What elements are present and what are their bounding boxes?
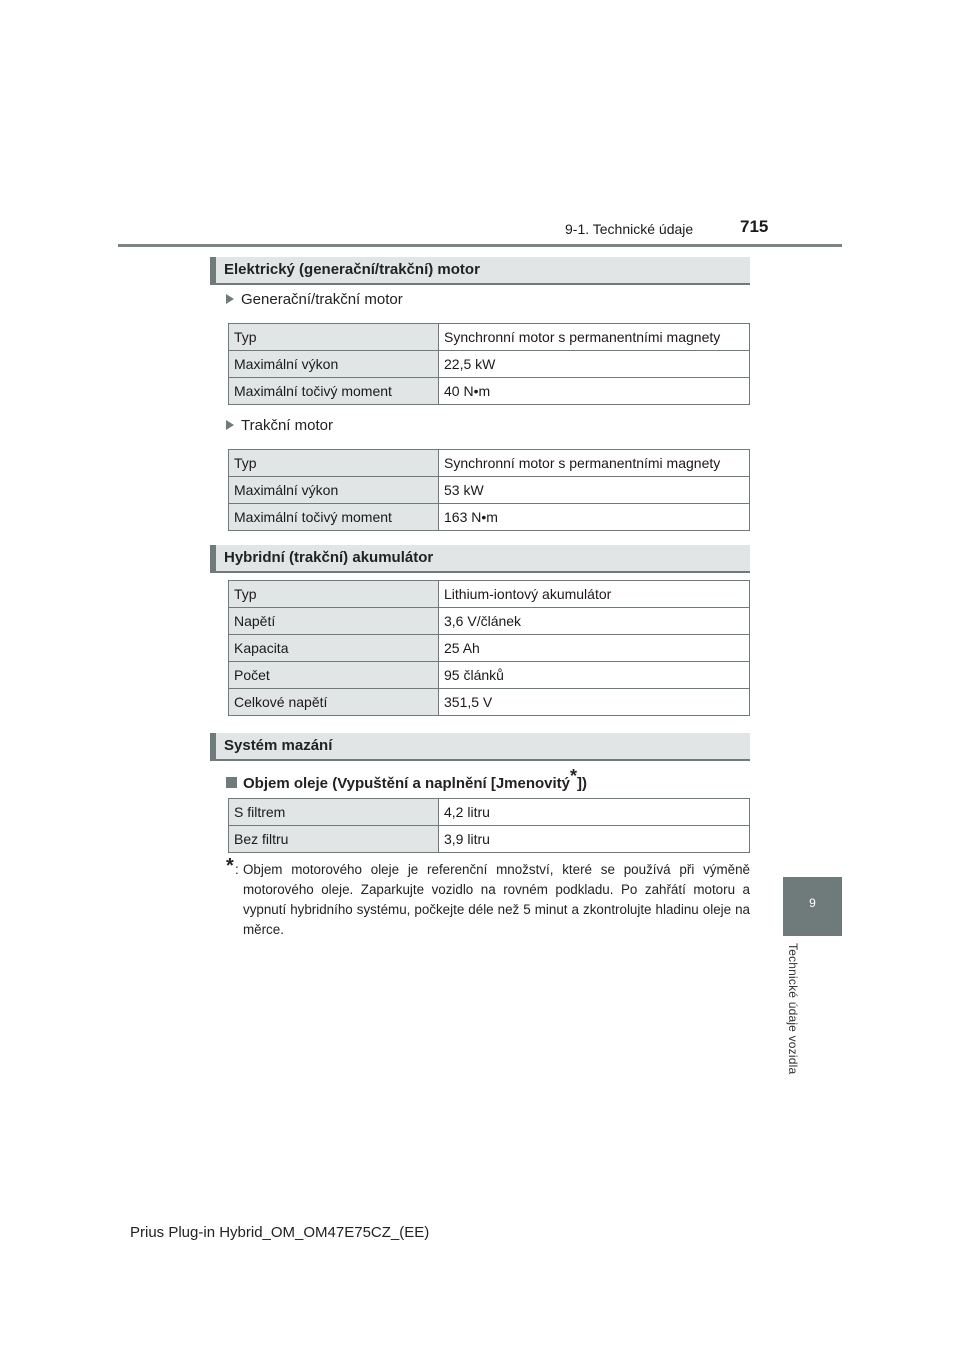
table-row bbox=[229, 477, 750, 504]
page-number: 715 bbox=[740, 217, 769, 236]
table-row bbox=[229, 378, 750, 405]
table-value: 163 N•m bbox=[439, 504, 750, 531]
subheading-text-end: ]) bbox=[577, 775, 588, 792]
spec-table-generator-motor bbox=[228, 323, 750, 405]
table-row bbox=[229, 608, 750, 635]
table-value: 53 kW bbox=[439, 477, 750, 504]
table-key: S filtrem bbox=[229, 799, 439, 826]
subheading-traction-motor bbox=[226, 417, 333, 434]
section-heading-battery bbox=[210, 545, 750, 573]
table-key: Maximální výkon bbox=[229, 477, 439, 504]
square-bullet-icon bbox=[226, 777, 237, 788]
table-row bbox=[229, 351, 750, 378]
table-key: Maximální výkon bbox=[229, 351, 439, 378]
spec-table-battery bbox=[228, 580, 750, 716]
table-key: Typ bbox=[229, 324, 439, 351]
subheading-generator-motor bbox=[226, 291, 403, 308]
footnote-text: Objem motorového oleje je referenční množství, které se používá při výměně motorového oleje. Zaparkujte vozidlo na rovném podkladu. Po zahřátí motoru a vypnutí hybridního systému, počkejte déle než 5 minut a zkontrolujte hladinu oleje na měrce. bbox=[243, 862, 750, 937]
table-value: 95 článků bbox=[439, 662, 750, 689]
table-row bbox=[229, 662, 750, 689]
table-key: Počet bbox=[229, 662, 439, 689]
table-row bbox=[229, 450, 750, 477]
subheading-text: Generační/trakční motor bbox=[241, 291, 403, 308]
triangle-bullet-icon bbox=[226, 294, 234, 304]
table-row bbox=[229, 799, 750, 826]
table-key: Maximální točivý moment bbox=[229, 378, 439, 405]
table-value: 3,6 V/článek bbox=[439, 608, 750, 635]
table-value: Synchronní motor s permanentními magnety bbox=[439, 450, 750, 477]
table-key: Bez filtru bbox=[229, 826, 439, 853]
triangle-bullet-icon bbox=[226, 420, 234, 430]
subheading-text: Trakční motor bbox=[241, 417, 333, 434]
spec-table-traction-motor bbox=[228, 449, 750, 531]
table-value: 40 N•m bbox=[439, 378, 750, 405]
table-row bbox=[229, 689, 750, 716]
table-row bbox=[229, 635, 750, 662]
table-value: 351,5 V bbox=[439, 689, 750, 716]
table-value: 22,5 kW bbox=[439, 351, 750, 378]
header-rule bbox=[118, 244, 842, 247]
table-key: Typ bbox=[229, 450, 439, 477]
footnote-colon: : bbox=[235, 862, 239, 877]
footnote-star: * bbox=[226, 855, 234, 877]
table-key: Kapacita bbox=[229, 635, 439, 662]
table-row bbox=[229, 581, 750, 608]
table-key: Napětí bbox=[229, 608, 439, 635]
header-section-title: 9-1. Technické údaje bbox=[565, 221, 694, 237]
footnote bbox=[226, 855, 750, 940]
subheading-text: Objem oleje (Vypuštění a naplnění [Jmenovitý bbox=[243, 775, 571, 792]
section-title: Elektrický (generační/trakční) motor bbox=[224, 261, 480, 278]
table-row bbox=[229, 504, 750, 531]
subheading-oil-capacity bbox=[226, 766, 587, 792]
table-key: Typ bbox=[229, 581, 439, 608]
section-heading-motor bbox=[210, 257, 750, 285]
table-value: 25 Ah bbox=[439, 635, 750, 662]
table-value: 4,2 litru bbox=[439, 799, 750, 826]
chapter-tab: 9 bbox=[783, 877, 842, 936]
table-row bbox=[229, 826, 750, 853]
footnote-marker: * bbox=[570, 766, 578, 786]
table-value: Lithium-iontový akumulátor bbox=[439, 581, 750, 608]
footer-doc-id: Prius Plug-in Hybrid_OM_OM47E75CZ_(EE) bbox=[130, 1224, 430, 1241]
table-value: Synchronní motor s permanentními magnety bbox=[439, 324, 750, 351]
section-title: Hybridní (trakční) akumulátor bbox=[224, 549, 434, 566]
table-key: Celkové napětí bbox=[229, 689, 439, 716]
table-row bbox=[229, 324, 750, 351]
chapter-label: Technické údaje vozidla bbox=[786, 943, 800, 1075]
section-title: Systém mazání bbox=[224, 737, 333, 754]
section-heading-lubrication bbox=[210, 733, 750, 761]
table-value: 3,9 litru bbox=[439, 826, 750, 853]
table-key: Maximální točivý moment bbox=[229, 504, 439, 531]
spec-table-oil bbox=[228, 798, 750, 853]
